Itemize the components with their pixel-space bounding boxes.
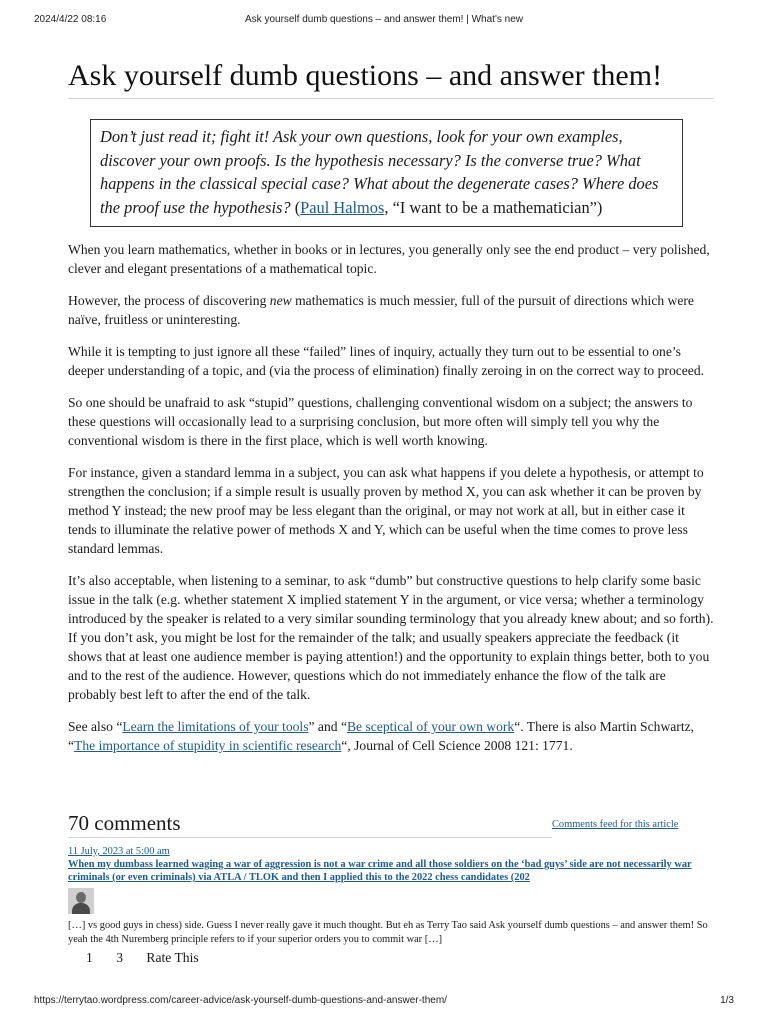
print-footer (0, 995, 768, 1009)
print-datetime: 2024/4/22 08:16 (34, 14, 107, 25)
epigraph-quote (90, 119, 683, 227)
quote-open-paren: ( (290, 197, 301, 217)
paragraph-2-after: mathematics is much messier, full of the pursuit of directions which were naïve, fruitless or uninteresting. (68, 293, 694, 327)
avatar (68, 888, 94, 914)
see-also-suffix: “. There is also Martin Schwartz, “ (68, 719, 695, 753)
link-be-sceptical[interactable]: Be sceptical of your own work (346, 719, 515, 734)
article (68, 56, 714, 967)
quote-source: , “I want to be a mathematician”) (384, 197, 603, 217)
comment-rating (68, 949, 714, 967)
see-also-end: “, Journal of Cell Science 2008 121: 1771. (341, 738, 573, 753)
avatar-head-shape (76, 892, 86, 903)
link-limitations-of-tools[interactable]: Learn the limitations of your tools (122, 719, 309, 734)
print-page-number: 1/3 (720, 995, 734, 1006)
rate-this-label: Rate This (146, 950, 199, 965)
avatar-body-shape (72, 903, 90, 914)
see-also-prefix: See also “ (68, 719, 123, 734)
quote-author-link[interactable]: Paul Halmos (300, 197, 385, 217)
print-page-title: Ask yourself dumb questions – and answer them! | What's new (245, 14, 523, 25)
rating-up-count[interactable]: 1 (86, 950, 93, 965)
link-importance-of-stupidity[interactable]: The importance of stupidity in scientific research (74, 738, 342, 753)
comments-count: 70 comments (68, 811, 181, 835)
see-also-paragraph (68, 717, 714, 755)
article-title: Ask yourself dumb questions – and answer them! (68, 56, 714, 99)
comment-date-link[interactable]: 11 July, 2023 at 5:00 am (68, 846, 170, 857)
rating-down-count[interactable]: 3 (116, 950, 123, 965)
comments-feed-link[interactable]: Comments feed for this article (552, 819, 679, 830)
see-also-mid: ” and “ (308, 719, 347, 734)
paragraph-2-emphasis: new (269, 293, 292, 308)
paragraph-3: While it is tempting to just ignore all these “failed” lines of inquiry, actually they turn out to be essential to one’s deeper understanding of a topic, and (via the process of elimination) finally zeroing in on the correct way to proceed. (68, 344, 705, 378)
paragraph-1: When you learn mathematics, whether in books or in lectures, you generally only see the end product – very polished, clever and elegant presentations of a mathematical topic. (68, 242, 710, 276)
paragraph-4: So one should be unafraid to ask “stupid” questions, challenging conventional wisdom on a subject; the answers to these questions will occasionally lead to a surprising conclusion, but more often will simply tell you why the conventional wisdom is there in the first place, which is well worth knowing. (68, 395, 693, 448)
quote-text: Don’t just read it; fight it! Ask your own questions, look for your own examples, discover your own proofs. Is the hypothesis necessary? Is the converse true? What happens in the classical special case? What about the degenerate cases? Where does the proof use the hypothesis? (100, 127, 659, 217)
comment-item (68, 845, 714, 967)
print-header (0, 14, 768, 28)
paragraph-2-before: However, the process of discovering (68, 293, 270, 308)
article-body (68, 240, 714, 755)
paragraph-2 (68, 291, 714, 329)
paragraph-6: It’s also acceptable, when listening to a seminar, to ask “dumb” but constructive questions to help clarify some basic issue in the talk (e.g. whether statement X implied statement Y in the argument, or vice versa; whether a terminology introduced by the speaker is related to a very similar sounding terminology that you already knew about; and so forth). If you don’t ask, you might be lost for the remainder of the talk; and usually speakers appreciate the feedback (it shows that at least one audience member is paying attention!) and the opportunity to explain things better, both to you and to the rest of the audience. However, questions which do not immediately enhance the flow of the talk are probably best left to after the end of the talk. (68, 573, 714, 702)
comments-header (68, 811, 679, 838)
print-url: https://terrytao.wordpress.com/career-advice/ask-yourself-dumb-questions-and-answer-them/ (34, 995, 447, 1006)
paragraph-5: For instance, given a standard lemma in a subject, you can ask what happens if you delete a hypothesis, or attempt to strengthen the conclusion; if a simple result is usually proven by method X, you can ask whether it can be proven by method Y instead; the new proof may be less elegant than the original, or may not work at all, but in either case it tends to illuminate the relative power of methods X and Y, which can be useful when the time comes to prove less standard lemmas. (68, 465, 704, 556)
comment-author-link[interactable]: When my dumbass learned waging a war of aggression is not a war crime and all those soldiers on the ‘bad guys’ side are not necessarily war criminals (or even criminals) via ATLA / TLOK and then I applied this to the 2022 chess candidates (202 (68, 859, 692, 883)
comment-text: […] vs good guys in chess) side. Guess I never really gave it much thought. But eh as Terry Tao said Ask yourself dumb questions – and answer them! So yeah the 4th Nuremberg principle refers to if your superior orders you to commit war […] (68, 920, 708, 945)
